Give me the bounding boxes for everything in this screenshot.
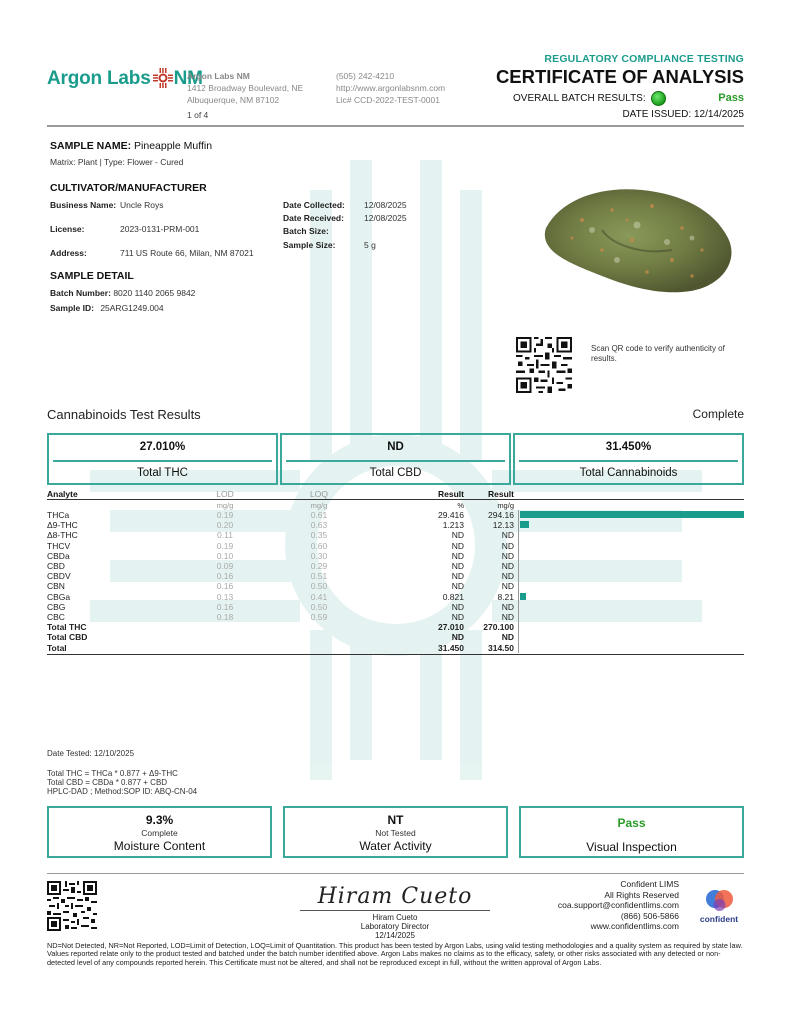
analyte-result-mg: ND — [501, 540, 514, 551]
table-units — [47, 501, 744, 510]
license-value: 2023-0131-PRM-001 — [120, 224, 200, 234]
analyte-name: CBN — [47, 581, 65, 592]
analyte-result-mg: 12.13 — [492, 520, 514, 531]
address-label: Address: — [50, 248, 87, 258]
lab-phone: (505) 242-4210 — [336, 71, 395, 81]
analyte-result-mg: 294.16 — [488, 510, 514, 520]
table-header — [47, 489, 744, 499]
analyte-name: THCV — [47, 540, 71, 551]
analyte-result-pct: ND — [451, 561, 464, 571]
confident-logo-text: confident — [699, 914, 739, 924]
analyte-name: CBD — [47, 561, 65, 571]
col-loq: LOQ — [310, 489, 328, 499]
batch-number: Batch Number: 8020 1140 2065 9842 — [50, 288, 196, 298]
total-row — [47, 643, 744, 653]
analyte-name: CBGa — [47, 591, 71, 602]
analyte-name: CBDV — [47, 571, 71, 582]
regulatory-heading: REGULATORY COMPLIANCE TESTING — [544, 53, 744, 65]
address-value: 711 US Route 66, Milan, NM 87021 — [120, 248, 254, 258]
page-title: CERTIFICATE OF ANALYSIS — [495, 66, 744, 87]
table-row — [47, 602, 744, 612]
lab-address-line2: Albuquerque, NM 87102 — [187, 95, 280, 105]
analyte-result-pct: ND — [451, 571, 464, 582]
sample-name-label: SAMPLE NAME: — [50, 140, 132, 152]
total-result-mg: ND — [501, 632, 514, 643]
analyte-lod: 0.13 — [216, 591, 234, 602]
license-label: License: — [50, 224, 85, 234]
lab-license: Lic# CCD-2022-TEST-0001 — [336, 95, 440, 105]
moisture-value: 9.3% — [145, 813, 174, 827]
lab-address-line1: 1412 Broadway Boulevard, NE — [187, 83, 304, 93]
total-result-pct: ND — [451, 632, 464, 643]
zia-logo-icon — [153, 68, 173, 88]
moisture-content-box — [47, 806, 272, 858]
total-cbd-box — [280, 433, 511, 485]
total-cannabinoids-label: Total Cannabinoids — [579, 467, 678, 479]
water-activity-status: Not Tested — [375, 828, 416, 838]
water-activity-label: Water Activity — [359, 839, 432, 853]
page-number: 1 of 4 — [187, 110, 209, 120]
analyte-result-pct: ND — [451, 530, 464, 541]
thc-formula: Total THC = THCa * 0.877 + Δ9-THC — [47, 769, 178, 778]
analyte-result-mg: ND — [501, 571, 514, 582]
analyte-bar — [520, 521, 529, 528]
signature-line — [300, 910, 490, 911]
table-row — [47, 520, 744, 530]
sample-id: Sample ID: 25ARG1249.004 — [50, 303, 164, 313]
analyte-result-pct: ND — [451, 581, 464, 592]
table-row — [47, 571, 744, 581]
lab-name: Argon Labs NM — [187, 71, 250, 81]
date-tested: Date Tested: 12/10/2025 — [47, 749, 135, 758]
analyte-result-mg: ND — [501, 530, 514, 541]
analyte-lod: 0.11 — [217, 530, 233, 541]
analyte-result-pct: ND — [451, 612, 464, 622]
analyte-bar — [520, 511, 744, 518]
footer-divider — [47, 873, 744, 874]
date-collected-label: Date Collected: — [283, 200, 345, 210]
analyte-lod: 0.10 — [216, 550, 234, 561]
lims-website[interactable]: www.confidentlims.com — [590, 921, 679, 931]
lab-contact — [336, 70, 445, 106]
analyte-result-mg: ND — [501, 601, 514, 612]
total-result-mg: 314.50 — [488, 642, 514, 653]
header-divider — [47, 125, 744, 127]
analyte-name: CBDa — [47, 550, 70, 561]
analyte-loq: 0.51 — [310, 571, 328, 582]
overall-batch-results — [513, 90, 744, 106]
visual-inspection-box — [519, 806, 744, 858]
argon-labs-logo: Argon Labs NM — [47, 68, 203, 89]
analyte-loq: 0.59 — [310, 612, 328, 622]
analyte-lod: 0.20 — [216, 520, 234, 531]
sample-name-value: Pineapple Muffin — [134, 140, 213, 152]
sample-detail-heading: SAMPLE DETAIL — [50, 270, 134, 282]
overall-batch-label: OVERALL BATCH RESULTS: — [513, 92, 646, 104]
table-row — [47, 581, 744, 591]
test-method: HPLC-DAD ; Method:SOP ID: ABQ-CN-04 — [47, 787, 198, 796]
table-row — [47, 551, 744, 561]
analyte-bar — [520, 593, 526, 600]
analyte-result-pct: ND — [451, 601, 464, 612]
unit-lod: mg/g — [216, 501, 234, 510]
analyte-name: CBC — [47, 612, 65, 622]
table-bottom-line — [47, 654, 744, 655]
certificate-qr-code[interactable] — [47, 881, 97, 931]
overall-batch-status: Pass — [718, 92, 744, 104]
analyte-lod: 0.16 — [216, 581, 234, 592]
analyte-name: Δ9-THC — [47, 520, 78, 531]
analyte-loq: 0.29 — [310, 561, 328, 571]
lims-name: Confident LIMS — [620, 879, 679, 889]
total-result-mg: 270.100 — [483, 622, 514, 633]
total-name: Total THC — [47, 622, 87, 633]
analyte-result-pct: 0.821 — [442, 591, 464, 602]
moisture-status: Complete — [141, 828, 178, 838]
cannabinoids-status: Complete — [692, 407, 744, 421]
unit-result-pct: % — [457, 501, 464, 510]
analyte-loq: 0.50 — [310, 601, 328, 612]
total-cannabinoids-value: 31.450% — [605, 441, 652, 453]
water-activity-box — [283, 806, 508, 858]
col-result-mg: Result — [488, 489, 514, 499]
signature-date: 12/14/2025 — [374, 931, 416, 940]
date-collected-value: 12/08/2025 — [364, 200, 407, 210]
lab-address — [187, 70, 303, 106]
sample-name — [50, 140, 212, 152]
analyte-loq: 0.35 — [310, 530, 328, 541]
analyte-lod: 0.09 — [216, 561, 234, 571]
analyte-lod: 0.19 — [216, 540, 234, 551]
analyte-result-pct: ND — [451, 540, 464, 551]
signature-block — [300, 913, 490, 940]
table-row — [47, 592, 744, 602]
svg-text:Hiram Cueto: Hiram Cueto — [317, 884, 473, 909]
sample-size-value: 5 g — [364, 240, 376, 250]
analyte-lod: 0.16 — [216, 571, 234, 582]
director-title: Laboratory Director — [360, 922, 430, 931]
table-row — [47, 510, 744, 520]
date-issued: DATE ISSUED: 12/14/2025 — [622, 109, 744, 120]
analyte-result-mg: ND — [501, 581, 514, 592]
analyte-loq: 0.50 — [310, 581, 328, 592]
cannabinoids-heading: Cannabinoids Test Results — [47, 407, 201, 422]
sample-matrix: Matrix: Plant | Type: Flower - Cured — [50, 157, 184, 167]
total-row — [47, 632, 744, 642]
total-result-pct: 31.450 — [438, 642, 464, 653]
business-name-value: Uncle Roys — [120, 200, 164, 210]
col-lod: LOD — [216, 489, 234, 499]
director-signature — [300, 876, 490, 910]
lims-phone: (866) 506-5866 — [620, 910, 679, 921]
lab-website[interactable]: http://www.argonlabsnm.com — [336, 83, 446, 93]
total-thc-box — [47, 433, 278, 485]
sample-product-photo — [532, 180, 752, 300]
visual-inspection-label: Visual Inspection — [586, 840, 677, 854]
unit-result-mg: mg/g — [497, 501, 514, 510]
col-analyte: Analyte — [47, 489, 78, 499]
visual-inspection-value: Pass — [617, 816, 646, 830]
analyte-lod: 0.18 — [216, 612, 234, 622]
analyte-result-mg: 8.21 — [497, 591, 514, 602]
col-result-pct: Result — [438, 489, 464, 499]
unit-loq: mg/g — [310, 501, 328, 510]
analyte-name: CBG — [47, 601, 66, 612]
table-row — [47, 561, 744, 571]
qr-verify-note: Scan QR code to verify authenticity of results. — [591, 344, 725, 363]
analyte-loq: 0.60 — [310, 540, 328, 551]
analyte-result-mg: ND — [501, 550, 514, 561]
analyte-loq: 0.41 — [310, 591, 328, 602]
pass-indicator-icon — [651, 91, 666, 106]
water-activity-value: NT — [387, 813, 404, 827]
cultivator-heading: CULTIVATOR/MANUFACTURER — [50, 182, 207, 194]
total-thc-label: Total THC — [137, 467, 188, 479]
date-received-label: Date Received: — [283, 213, 344, 223]
total-cbd-value: ND — [387, 441, 404, 453]
analyte-loq: 0.30 — [310, 550, 328, 561]
total-row — [47, 622, 744, 632]
analyte-name: THCa — [47, 510, 70, 520]
table-row — [47, 541, 744, 551]
lims-rights: All Rights Reserved — [604, 889, 679, 900]
table-row — [47, 612, 744, 622]
total-cannabinoids-box — [513, 433, 744, 485]
analyte-loq: 0.63 — [310, 520, 328, 531]
sample-size-label: Sample Size: — [283, 240, 336, 250]
analyte-name: Δ8-THC — [47, 530, 78, 541]
lims-email[interactable]: coa.support@confidentlims.com — [557, 900, 679, 910]
total-name: Total — [47, 642, 67, 653]
analyte-result-pct: ND — [451, 550, 464, 561]
total-name: Total CBD — [47, 632, 88, 643]
analyte-result-pct: 29.416 — [438, 510, 464, 520]
analyte-lod: 0.19 — [216, 510, 234, 520]
cbd-formula: Total CBD = CBDa * 0.877 + CBD — [47, 778, 168, 787]
moisture-label: Moisture Content — [113, 839, 206, 853]
table-row — [47, 530, 744, 540]
verification-qr-code[interactable] — [516, 337, 572, 393]
analyte-result-pct: 1.213 — [442, 520, 464, 531]
analyte-lod: 0.16 — [216, 601, 234, 612]
analyte-result-mg: ND — [501, 561, 514, 571]
total-cbd-label: Total CBD — [369, 467, 422, 479]
disclaimer-text: ND=Not Detected, NR=Not Reported, LOD=Limit of Detection, LOQ=Limit of Quantitation. This product has been tested by Argon Labs, using valid testing methodologies and a quality system as required by state law. Values reported relate only to the product tested and batched under the batch number identified above. Argon Labs makes no claims as to the efficacy, safety, or other risks associated with any detected or non-detected level of any compounds reported herein. This Certificate must not be altered, and shall not be reproduced except in full, without the written approval of Argon Labs. — [47, 941, 743, 967]
lims-info — [558, 879, 679, 932]
date-received-value: 12/08/2025 — [364, 213, 407, 223]
analyte-result-mg: ND — [501, 612, 514, 622]
total-thc-value: 27.010% — [139, 441, 186, 453]
business-name-label: Business Name: — [50, 200, 117, 210]
total-result-pct: 27.010 — [438, 622, 464, 633]
batch-size-label: Batch Size: — [283, 226, 329, 236]
analyte-loq: 0.61 — [310, 510, 328, 520]
director-name: Hiram Cueto — [372, 913, 418, 922]
